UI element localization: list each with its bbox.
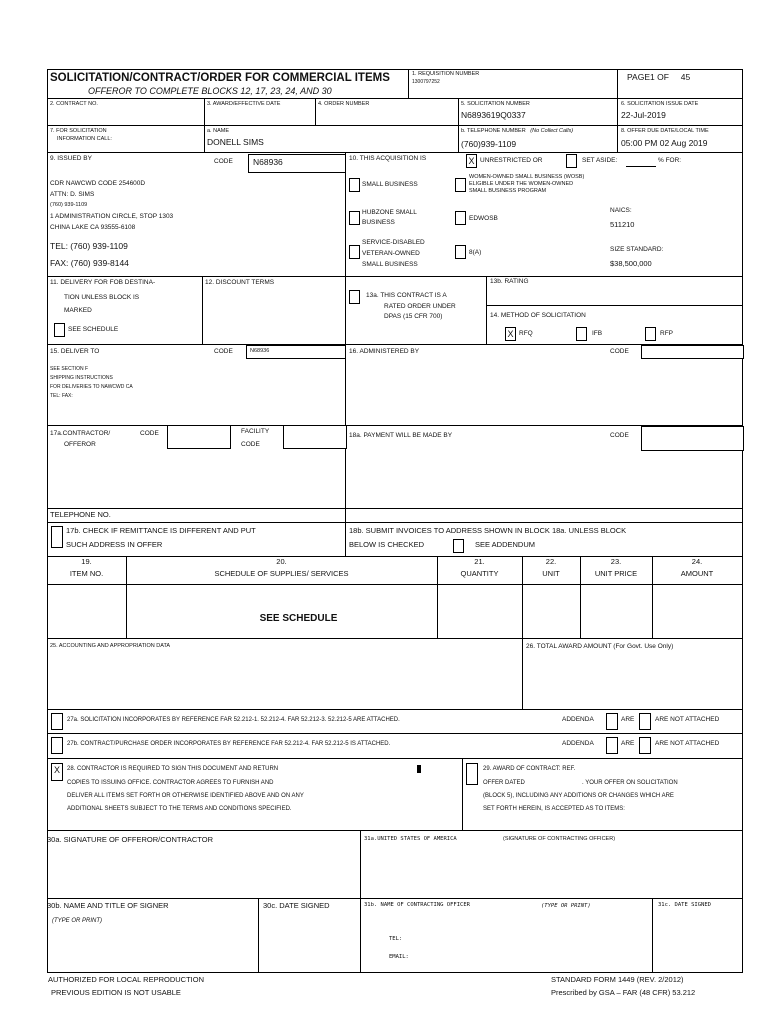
unrestricted-checkbox[interactable]: X <box>466 154 477 168</box>
page-indicator <box>627 73 690 83</box>
admin-code-label: CODE <box>610 348 629 355</box>
29-line-4: SET FORTH HEREIN, IS ACCEPTED AS TO ITEMS: <box>483 806 625 812</box>
co-name-label: 31b. NAME OF CONTRACTING OFFICER <box>364 902 470 908</box>
see-schedule-label: SEE SCHEDULE <box>68 326 119 333</box>
hubzone-checkbox[interactable] <box>349 211 360 225</box>
27b-addenda-label: ADDENDA <box>562 740 594 747</box>
issued-line-3: (760) 939-1109 <box>50 202 88 208</box>
28-line-1: 28. CONTRACTOR IS REQUIRED TO SIGN THIS DOCUMENT AND RETURN <box>67 766 279 772</box>
naics-value[interactable]: 511210 <box>610 220 635 229</box>
wosb-line-1: WOMEN-OWNED SMALL BUSINESS (WOSB) <box>469 174 585 180</box>
issued-line-1: CDR NAWCWD CODE 254600D <box>50 180 146 187</box>
27a-addenda-label: ADDENDA <box>562 716 594 723</box>
rated-line-1: 13a. THIS CONTRACT IS A <box>366 292 447 299</box>
remittance-line-1: 17b. CHECK IF REMITTANCE IS DIFFERENT AND PUT <box>66 526 256 535</box>
27b-are-not-checkbox[interactable] <box>639 737 651 754</box>
total-award-label: 26. TOTAL AWARD AMOUNT (For Govt. Use Only) <box>526 643 674 650</box>
27a-text: 27a. SOLICITATION INCORPORATES BY REFERENCE FAR 52.212-1. 52.212-4. FAR 52.212-3. 52.212-5 ARE ATTACHED. <box>67 717 400 723</box>
deliver-code-value: N68936 <box>250 348 270 354</box>
see-schedule-heading: SEE SCHEDULE <box>259 613 338 624</box>
hubzone-line-2: BUSINESS <box>362 219 395 226</box>
invoice-line-2: BELOW IS CHECKED <box>349 540 425 549</box>
offeror-signature-label: 30a. SIGNATURE OF OFFEROR/CONTRACTOR <box>47 835 213 844</box>
col-23-number: 23. <box>610 557 622 566</box>
col-23-header: UNIT PRICE <box>594 569 638 578</box>
addendum-label: SEE ADDENDUM <box>475 540 536 549</box>
contractor-label-2: OFFEROR <box>64 441 96 448</box>
page-total: 45 <box>680 72 691 82</box>
contractor-label: 17a.CONTRACTOR/ <box>50 430 111 437</box>
contract-no-label: 2. CONTRACT NO. <box>50 101 98 107</box>
col-21-number: 21. <box>474 557 485 566</box>
page-label: PAGE <box>627 72 650 82</box>
sdvosb-line-3: SMALL BUSINESS <box>362 261 418 268</box>
ifb-checkbox[interactable] <box>576 327 587 341</box>
rfq-label: RFQ <box>519 330 533 337</box>
issued-code-value: N68936 <box>253 157 283 167</box>
co-tel-label: TEL: <box>389 936 403 942</box>
size-standard-label: SIZE STANDARD: <box>610 246 664 253</box>
requisition-value[interactable]: 1300797252 <box>412 79 440 85</box>
rfp-checkbox[interactable] <box>645 327 656 341</box>
col-22-header: UNIT <box>542 569 560 578</box>
offeror-signature-field[interactable] <box>60 850 350 894</box>
edwosb-label: EDWOSB <box>469 215 498 222</box>
co-signature-label: (SIGNATURE OF CONTRACTING OFFICER) <box>503 836 616 842</box>
wosb-checkbox[interactable] <box>455 178 466 192</box>
naics-label: NAICS: <box>610 207 632 214</box>
deliver-to-label: 15. DELIVER TO <box>50 348 100 355</box>
29-line-1: 29. AWARD OF CONTRACT: REF. <box>483 766 576 772</box>
27a-are-label: ARE <box>621 716 635 723</box>
deliver-line-1: SEE SECTION F <box>50 366 89 372</box>
set-aside-pct-line[interactable] <box>626 166 656 167</box>
size-standard-value[interactable]: $38,500,000 <box>610 259 652 268</box>
footer-right-1: STANDARD FORM 1449 (REV. 2/2012) <box>551 975 684 984</box>
telephone-no-label: TELEPHONE NO. <box>50 510 111 519</box>
form-border-right <box>742 69 743 973</box>
contractor-code-box[interactable] <box>167 425 231 449</box>
27b-are-label: ARE <box>621 740 635 747</box>
phone-label: b. TELEPHONE NUMBER (No Collect Calls) <box>461 128 574 134</box>
rating-label: 13b. RATING <box>490 278 529 285</box>
eight-a-label: 8(A) <box>469 249 482 256</box>
issue-date-label: 6. SOLICITATION ISSUE DATE <box>621 101 699 107</box>
sdvosb-checkbox[interactable] <box>349 245 360 259</box>
28-checkbox[interactable]: X <box>51 763 63 781</box>
name-value[interactable]: DONELL SIMS <box>207 137 264 147</box>
27a-checkbox[interactable] <box>51 713 63 730</box>
footer-left-2: PREVIOUS EDITION IS NOT USABLE <box>51 988 181 997</box>
delivery-fob-line-1: 11. DELIVERY FOR FOB DESTINA- <box>50 279 156 286</box>
29-line-2a: OFFER DATED <box>483 780 525 786</box>
rated-line-3: DPAS (15 CFR 700) <box>384 313 443 320</box>
phone-value[interactable]: (760)939-1109 <box>461 139 517 149</box>
28-line-4: ADDITIONAL SHEETS SUBJECT TO THE TERMS AND CONDITIONS SPECIFIED. <box>67 806 292 812</box>
issued-code-box[interactable] <box>248 154 346 173</box>
administered-by-label: 16. ADMINISTERED BY <box>349 348 420 355</box>
sdvosb-line-2: VETERAN-OWNED <box>362 250 420 257</box>
info-call-label-2: INFORMATION CALL: <box>57 136 112 142</box>
edwosb-checkbox[interactable] <box>455 211 466 225</box>
solicitation-no-label: 5. SOLICITATION NUMBER <box>461 101 530 107</box>
col-24-header: AMOUNT <box>680 569 714 578</box>
small-business-checkbox[interactable] <box>349 178 360 192</box>
facility-code-box[interactable] <box>283 425 347 449</box>
wosb-line-2: ELIGIBLE UNDER THE WOMEN-OWNED <box>469 181 574 187</box>
col-22-number: 22. <box>545 557 557 566</box>
acquisition-label: 10. THIS ACQUISITION IS <box>349 155 427 162</box>
footer-left-1: AUTHORIZED FOR LOCAL REPRODUCTION <box>48 975 204 984</box>
name-label: a. NAME <box>207 128 230 134</box>
footer-right-2: Prescribed by GSA – FAR (48 CFR) 53.212 <box>551 988 696 997</box>
27b-are-checkbox[interactable] <box>606 737 618 754</box>
page-number: 1 <box>650 72 655 82</box>
usa-label: 31a.UNITED STATES OF AMERICA <box>364 836 457 842</box>
set-aside-checkbox[interactable] <box>566 154 577 168</box>
deliver-code-label: CODE <box>214 348 233 355</box>
issued-by-label: 9. ISSUED BY <box>50 155 92 162</box>
remittance-checkbox[interactable] <box>51 526 63 548</box>
form-subtitle: OFFEROR TO COMPLETE BLOCKS 12, 17, 23, 24, AND 30 <box>88 86 332 96</box>
27a-are-not-label: ARE NOT ATTACHED <box>655 716 720 723</box>
signer-name-label: 30b. NAME AND TITLE OF SIGNER <box>47 901 169 910</box>
27b-are-not-label: ARE NOT ATTACHED <box>655 740 720 747</box>
signer-type-print: (TYPE OR PRINT) <box>52 918 103 924</box>
rfp-label: RFP <box>660 330 673 337</box>
issued-code-label: CODE <box>214 158 233 165</box>
29-line-2b: . YOUR OFFER ON SOLICITATION <box>582 780 678 786</box>
ifb-label: IFB <box>592 330 603 337</box>
requisition-label: 1. REQUISITION NUMBER <box>412 71 480 77</box>
issued-line-5: CHINA LAKE CA 93555-6108 <box>50 224 136 231</box>
col-21-header: QUANTITY <box>460 569 499 578</box>
co-type-print: (TYPE OR PRINT) <box>541 903 591 909</box>
27b-text: 27b. CONTRACT/PURCHASE ORDER INCORPORATES BY REFERENCE FAR 52.212-4. FAR 52.212-5 IS ATTACHED. <box>67 741 391 747</box>
sdvosb-line-1: SERVICE-DISABLED <box>362 239 425 246</box>
page-of: OF <box>657 72 669 82</box>
27b-checkbox[interactable] <box>51 737 63 754</box>
date-signed-label: 30c. DATE SIGNED <box>263 901 330 910</box>
issued-line-2: ATTN: D. SIMS <box>50 191 95 198</box>
27a-are-not-checkbox[interactable] <box>639 713 651 730</box>
rfq-checkbox[interactable]: X <box>505 327 516 341</box>
addendum-checkbox[interactable] <box>453 539 464 553</box>
invoice-line-1: 18b. SUBMIT INVOICES TO ADDRESS SHOWN IN BLOCK 18a. UNLESS BLOCK <box>349 526 627 535</box>
contractor-code-label: CODE <box>140 430 159 437</box>
deliver-line-3: FOR DELIVERIES TO NAWCWD CA <box>50 384 133 390</box>
see-schedule-checkbox[interactable] <box>54 323 65 337</box>
info-call-label: 7. FOR SOLICITATION <box>50 128 107 134</box>
form-title: SOLICITATION/CONTRACT/ORDER FOR COMMERCIAL ITEMS <box>50 72 390 84</box>
facility-label: FACILITY <box>241 428 270 435</box>
col-20-number: 20. <box>276 557 287 566</box>
issued-fax: FAX: (760) 939-8144 <box>50 258 129 268</box>
award-date-label: 3. AWARD/EFFECTIVE DATE <box>207 101 281 107</box>
eight-a-checkbox[interactable] <box>455 245 466 259</box>
issued-line-4: 1 ADMINISTRATION CIRCLE, STOP 1303 <box>50 213 174 220</box>
form-border-top <box>47 69 742 70</box>
co-date-signed-label: 31c. DATE SIGNED <box>658 902 711 908</box>
set-aside-label: SET ASIDE: <box>582 157 618 164</box>
delivery-fob-line-3: MARKED <box>64 307 92 314</box>
discount-terms-label: 12. DISCOUNT TERMS <box>205 279 275 286</box>
issue-date-value[interactable]: 22-Jul-2019 <box>621 110 666 120</box>
29-line-3: (BLOCK 5), INCLUDING ANY ADDITIONS OR CHANGES WHICH ARE <box>483 793 674 799</box>
admin-code-box[interactable] <box>641 345 744 359</box>
order-number-label: 4. ORDER NUMBER <box>318 101 370 107</box>
remittance-line-2: SUCH ADDRESS IN OFFER <box>66 540 163 549</box>
deliver-code-box[interactable] <box>246 345 346 359</box>
28-line-2: COPIES TO ISSUING OFFICE. CONTRACTOR AGREES TO FURNISH AND <box>67 780 274 786</box>
copies-marker <box>417 765 421 773</box>
due-date-label: 8. OFFER DUE DATE/LOCAL TIME <box>621 128 709 134</box>
payment-code-box[interactable] <box>641 426 744 451</box>
27a-are-checkbox[interactable] <box>606 713 618 730</box>
issued-tel: TEL: (760) 939-1109 <box>50 241 128 251</box>
due-date-value[interactable]: 05:00 PM 02 Aug 2019 <box>621 138 708 148</box>
method-label: 14. METHOD OF SOLICITATION <box>490 312 586 319</box>
co-signature-field[interactable] <box>370 850 735 894</box>
28-line-3: DELIVER ALL ITEMS SET FORTH OR OTHERWISE IDENTIFIED ABOVE AND ON ANY <box>67 793 304 799</box>
wosb-line-3: SMALL BUSINESS PROGRAM <box>469 188 547 194</box>
col-20-header: SCHEDULE OF SUPPLIES/ SERVICES <box>214 569 349 578</box>
deliver-line-2: SHIPPING INSTRUCTIONS <box>50 375 113 381</box>
co-email-label: EMAIL: <box>389 954 409 960</box>
col-19-number: 19. <box>81 557 92 566</box>
delivery-fob-line-2: TION UNLESS BLOCK IS <box>64 294 140 301</box>
small-business-label: SMALL BUSINESS <box>362 181 418 188</box>
col-24-number: 24. <box>691 557 703 566</box>
col-19-header: ITEM NO. <box>69 569 104 578</box>
rated-line-2: RATED ORDER UNDER <box>384 303 456 310</box>
hubzone-line-1: HUBZONE SMALL <box>362 209 417 216</box>
payment-by-label: 18a. PAYMENT WILL BE MADE BY <box>349 432 453 439</box>
deliver-line-4: TEL: FAX: <box>50 393 73 399</box>
payment-code-label: CODE <box>610 432 629 439</box>
rated-order-checkbox[interactable] <box>349 290 360 304</box>
29-checkbox[interactable] <box>466 763 478 785</box>
facility-label-2: CODE <box>241 441 260 448</box>
solicitation-no-value[interactable]: N6893619Q0337 <box>461 110 526 120</box>
accounting-label: 25. ACCOUNTING AND APPROPRIATION DATA <box>50 643 171 649</box>
set-aside-for: % FOR: <box>658 157 682 164</box>
unrestricted-label: UNRESTRICTED OR <box>480 157 543 164</box>
